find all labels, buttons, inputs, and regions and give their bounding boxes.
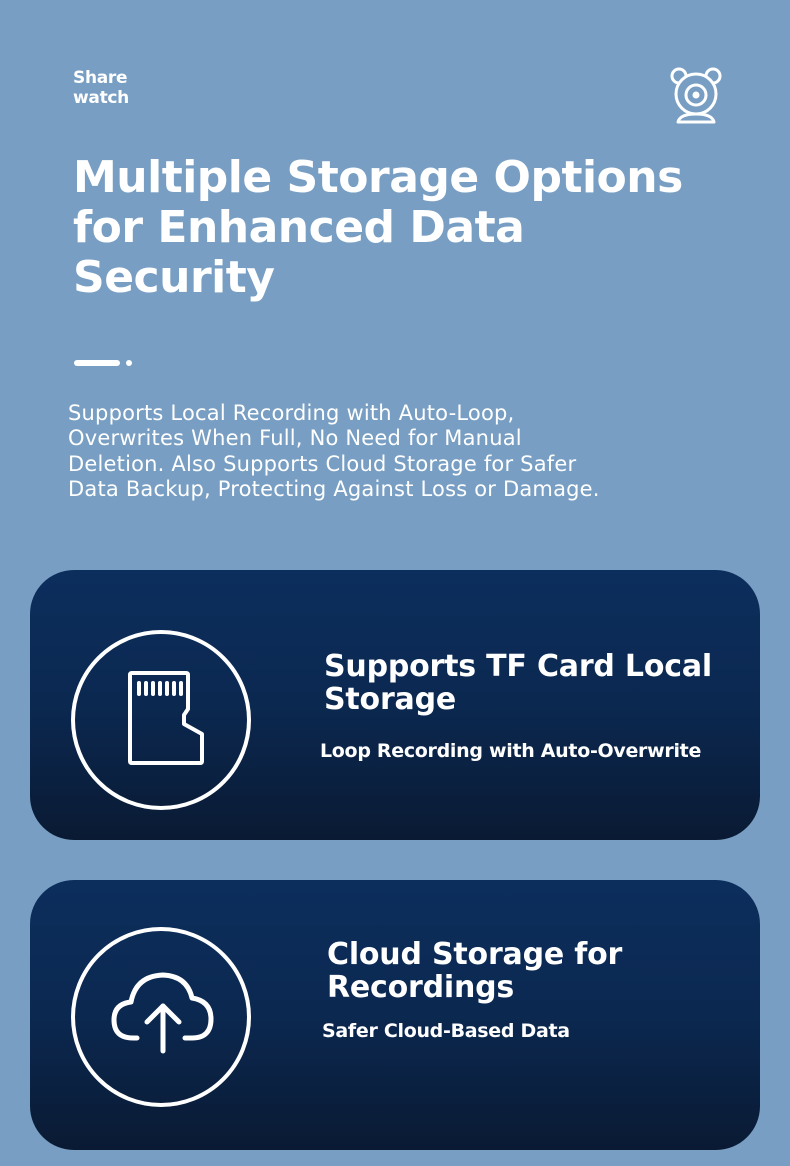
brand-line-2: watch [73, 88, 129, 108]
brand-wordmark [73, 68, 129, 108]
feature-subtitle: Loop Recording with Auto-Overwrite [320, 740, 702, 762]
feature-subtitle: Safer Cloud-Based Data [322, 1020, 570, 1042]
section-divider [74, 360, 120, 366]
page-headline: Multiple Storage Options for Enhanced Data Security [73, 152, 683, 303]
feature-title: Cloud Storage for Recordings [327, 937, 623, 1005]
brand-line-1: Share [73, 68, 128, 88]
feature-card-cloud-storage [30, 880, 760, 1150]
feature-card-tf-storage [30, 570, 760, 840]
page-description: Supports Local Recording with Auto-Loop, Overwrites When Full, No Need for Manual Deletion. Also Supports Cloud Storage for Safer Data Backup, Protecting Against Loss or Damage. [68, 401, 600, 502]
feature-title: Supports TF Card Local Storage [324, 649, 712, 717]
cloud-upload-icon [71, 927, 251, 1107]
camera-bear-icon [668, 66, 724, 126]
sd-card-icon [71, 630, 251, 810]
